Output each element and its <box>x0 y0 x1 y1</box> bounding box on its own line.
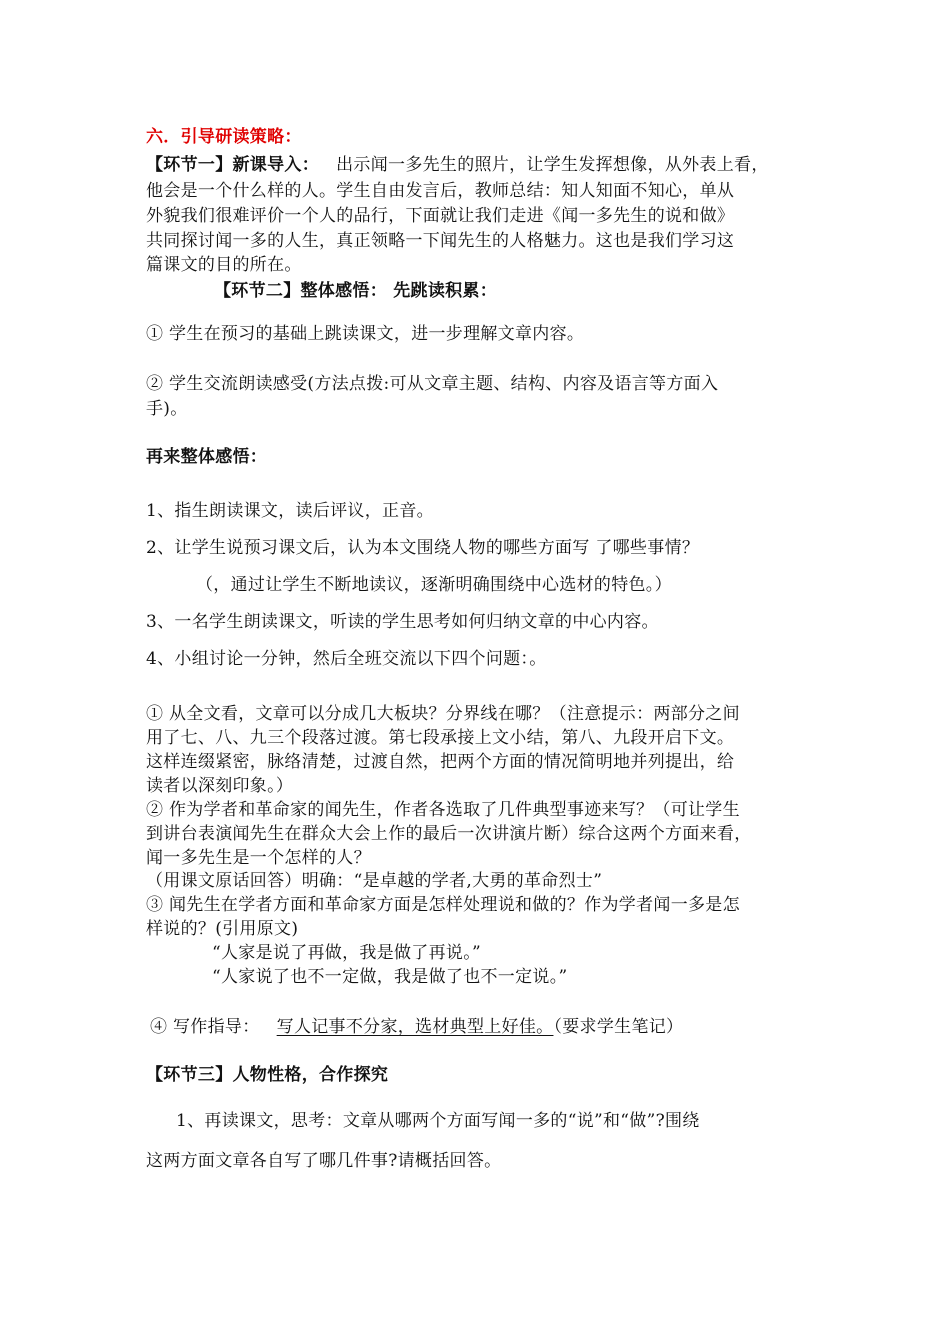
section-heading: 六．引导研读策略： <box>146 127 302 147</box>
question-line: ② 作为学者和革命家的闻先生，作者各选取了几件典型事迹来写？（可让学生 <box>146 800 740 820</box>
list-item: ② 学生交流朗读感受(方法点拨:可从文章主题、结构、内容及语言等方面入 <box>146 374 719 394</box>
quote-line: “人家是说了再做，我是做了再说。” <box>212 943 481 963</box>
writing-guidance-slogan: 写人记事不分家，选材典型上好佳。 <box>276 1017 554 1037</box>
quote-line: “人家说了也不一定做，我是做了也不一定说。” <box>212 967 568 987</box>
paragraph-line: 他会是一个什么样的人。学生自由发言后，教师总结：知人知面不知心，单从 <box>146 181 735 201</box>
stage-one-intro-line <box>146 154 769 176</box>
paragraph-line: 外貌我们很难评价一个人的品行，下面就让我们走进《闻一多先生的说和做》 <box>146 206 735 226</box>
question-line: 这样连缀紧密，脉络清楚，过渡自然，把两个方面的情况简明地并列提出，给 <box>146 752 735 772</box>
question-line: 读者以深刻印象。） <box>146 776 294 796</box>
stage-three-heading: 【环节三】人物性格，合作探究 <box>146 1065 389 1085</box>
stage-two-heading: 【环节二】整体感悟： 先跳读积累： <box>214 281 498 301</box>
question-line: 样说的？(引用原文) <box>146 919 299 939</box>
paragraph-line: 篇课文的目的所在。 <box>146 255 302 275</box>
list-item: 4、小组讨论一分钟，然后全班交流以下四个问题：。 <box>146 649 547 669</box>
list-item: 1、指生朗读课文，读后评议，正音。 <box>146 501 434 521</box>
paragraph-line: 这两方面文章各自写了哪几件事?请概括回答。 <box>146 1151 502 1171</box>
question-line: 用了七、八、九三个段落过渡。第七段承接上文小结，第八、九段开启下文。 <box>146 728 735 748</box>
paragraph-line: 1、再读课文，思考：文章从哪两个方面写闻一多的“说”和“做”?围绕 <box>176 1111 700 1131</box>
question-line: 闻一多先生是一个怎样的人？ <box>146 848 371 868</box>
question-line: ① 从全文看，文章可以分成几大板块？分界线在哪？（注意提示：两部分之间 <box>146 704 740 724</box>
stage-one-text: 出示闻一多先生的照片，让学生发挥想像，从外表上看， <box>336 155 769 175</box>
list-item: ① 学生在预习的基础上跳读课文，进一步理解文章内容。 <box>146 324 585 344</box>
question-line: 到讲台表演闻先生在群众大会上作的最后一次讲演片断）综合这两个方面来看， <box>146 824 752 844</box>
writing-guidance-note: （要求学生笔记） <box>553 1017 684 1037</box>
list-note: （，通过让学生不断地读议，逐渐明确围绕中心选材的特色。） <box>196 575 672 595</box>
list-item-continuation: 手)。 <box>146 399 188 419</box>
question-line: （用课文原话回答）明确：“是卓越的学者,大勇的革命烈士” <box>146 871 603 891</box>
paragraph-line: 共同探讨闻一多的人生，真正领略一下闻先生的人格魅力。这也是我们学习这 <box>146 231 735 251</box>
writing-guidance-label: ④ 写作指导： <box>150 1017 260 1037</box>
question-line: ③ 闻先生在学者方面和革命家方面是怎样处理说和做的？作为学者闻一多是怎 <box>146 895 740 915</box>
stage-one-title: 新课导入： <box>232 155 319 175</box>
list-item: 2、让学生说预习课文后，认为本文围绕人物的哪些方面写 了哪些事情？ <box>146 538 700 558</box>
stage-one-tag: 【环节一】 <box>146 155 233 175</box>
writing-guidance-line <box>150 1016 683 1038</box>
list-item: 3、一名学生朗读课文，听读的学生思考如何归纳文章的中心内容。 <box>146 612 659 632</box>
subheading: 再来整体感悟： <box>146 447 268 467</box>
